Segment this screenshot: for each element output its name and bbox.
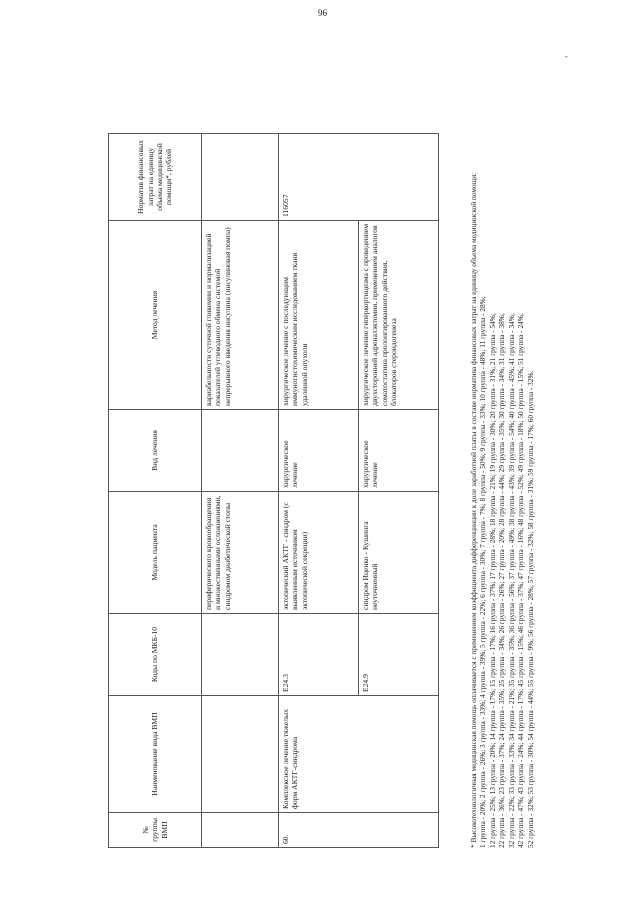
page-number: 96 (318, 8, 327, 18)
table-cell: E24.3 (279, 614, 359, 696)
table-cell: хирургическое лечение (279, 410, 359, 492)
footnote-line: 32 группа - 22%; 33 группа - 33%; 34 группа - 21%; 35 группа - 35%; 36 группа - 56%; 37 группа - 49%; 38 группа - 43%; 39 группа - 54%; 40 группа - 45%; 41 группа - 34%; (506, 313, 516, 848)
table-cell: хирургическое лечение (359, 410, 439, 492)
table-cell (359, 134, 439, 221)
table-header-row (109, 134, 202, 848)
table-cell: синдром Иценко - Кушинга неуточненный (359, 492, 439, 614)
table-cell (359, 813, 439, 848)
stray-mark: - (565, 52, 568, 61)
table-cell: хирургическое лечение с последующим иммуногистохимическим исследованием ткани удаленной опухоли (279, 221, 359, 410)
vmp-table (108, 133, 439, 848)
footnote-line: 22 группа - 36%; 23 группа - 37%; 24 группа - 35%; 25 группа - 34%; 26 группа - 26%; 27 группа - 20%; 28 группа - 44%; 29 группа - 35%; 30 группа - 34%; 31 группа - 38%; (497, 313, 507, 848)
table-row (202, 134, 279, 848)
footnote-line: 12 группа - 25%; 13 группа - 20%; 14 группа - 17%; 15 группа - 17%; 16 группа - 37%; 17 группа - 28%; 18 группа - 21%; 19 группа - 30%; 20 группа - 31%; 21 группа - 54%; (487, 313, 497, 848)
table-row (359, 134, 439, 848)
header-cost-standard: Норматив финансовых затрат на единицу объема медицинской помощи*, рублей (109, 134, 202, 221)
header-group-number: № группы ВМП (109, 813, 202, 848)
table-cell: периферического кровообращения и множественными осложнениями, синдромом диабетической стопы (202, 492, 279, 614)
table-cell (202, 813, 279, 848)
footnote (469, 68, 535, 848)
table-cell: вариабельности суточной гликемии и нормализацией показателей углеводного обмена системой непрерывного введения инсулина (инсулиновая помпа) (202, 221, 279, 410)
header-patient-model: Модель пациента (109, 492, 202, 614)
footnote-line: 52 группа - 32%; 53 группа - 30%; 54 группа - 44%; 55 группа - 9%; 56 группа - 28%; 57 группа - 32%; 58 группа - 31%; 59 группа - 17%; 60 группа - 32%. (525, 370, 535, 848)
rotated-page-content (108, 88, 538, 848)
footnote-line: 42 группа - 47%; 43 группа - 24%; 44 группа - 17%; 45 группа - 15%; 46 группа - 37%; 47 группа - 16%; 48 группа - 52%; 49 группа - 18%; 50 группа - 15%; 51 группа - 24%; (516, 313, 526, 848)
table-cell (202, 614, 279, 696)
footnote-line: 1 группа - 20%; 2 группа - 26%; 3 группа - 33%; 4 группа - 39%; 5 группа - 22%; 6 группа - 30%; 7 группа - 7%; 8 группа - 50%; 9 группа - 33%; 10 группа - 48%; 11 группа - 28%; (478, 296, 488, 848)
table-cell: 116057 (279, 134, 359, 221)
table-cell (359, 696, 439, 813)
table-cell (202, 696, 279, 813)
table-cell: E24.9 (359, 614, 439, 696)
header-vmp-name: Наименование вида ВМП (109, 696, 202, 813)
table-cell (202, 410, 279, 492)
table-cell: эктопический АКТГ - синдром (с выявленным источником эктопической секреции) (279, 492, 359, 614)
table-cell: хирургическое лечение гиперкортицизма с проведением двухсторонней адреналэктомии, применением аналогов соматостатина пролонгированного действия, блокаторов стероидогенеза (359, 221, 439, 410)
table-cell: 60. (279, 813, 359, 848)
header-treatment-type: Вид лечения (109, 410, 202, 492)
table-cell: Комплексное лечение тяжелых форм АКТГ-синдрома (279, 696, 359, 813)
table-cell (202, 134, 279, 221)
footnote-intro: * Высокотехнологичная медицинская помощь оплачивается с применением коэффициента дифференциации к доле заработной платы в составе норматива финансовых затрат на единицу объема медицинской помощи: (469, 172, 478, 848)
table-row (279, 134, 359, 848)
header-treatment-method: Метод лечения (109, 221, 202, 410)
header-icd-codes: Коды по МКБ-10 (109, 614, 202, 696)
